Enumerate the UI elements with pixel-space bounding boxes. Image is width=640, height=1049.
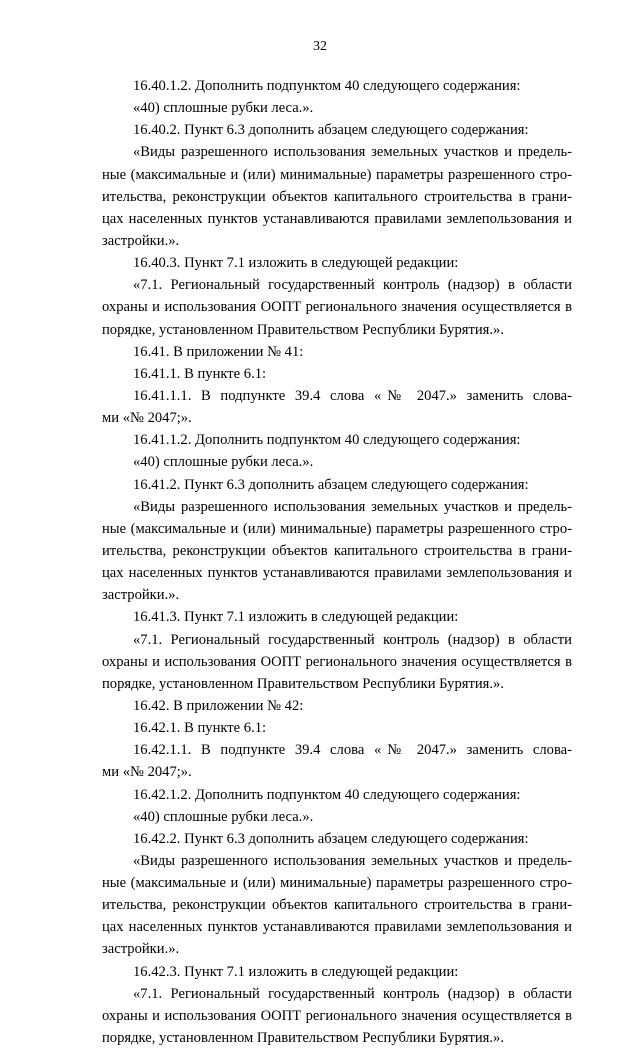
text-line: 16.42.2. Пункт 6.3 дополнить абзацем следующего содержания: (133, 830, 529, 847)
text-line: «40) сплошные рубки леса.». (133, 808, 314, 825)
text-line: застройки.». (102, 232, 180, 249)
text-line: 16.42. В приложении № 42: (133, 697, 304, 714)
text-line: 16.42.1.1. В подпункте 39.4 слова «№ 2047.» заменить слова- (133, 742, 572, 759)
text-line: «40) сплошные рубки леса.». (133, 454, 314, 471)
text-line: ительства, реконструкции объектов капитального строительства в грани- (102, 897, 572, 914)
page-number: 32 (313, 39, 327, 54)
text-line: цах населенных пунктов устанавливаются правилами землепользования и (102, 210, 572, 227)
text-line: 16.41.1.1. В подпункте 39.4 слова «№ 2047.» заменить слова- (133, 387, 572, 404)
text-line: 16.40.3. Пункт 7.1 изложить в следующей редакции: (133, 255, 459, 272)
text-line: ми «№ 2047;». (102, 410, 192, 427)
text-line: ми «№ 2047;». (102, 764, 192, 781)
text-line: цах населенных пунктов устанавливаются правилами землепользования и (102, 919, 572, 936)
text-line: застройки.». (102, 587, 180, 604)
text-line: «7.1. Региональный государственный контроль (надзор) в области (133, 277, 572, 294)
text-line: 16.42.1.2. Дополнить подпунктом 40 следующего содержания: (133, 786, 521, 803)
text-line: 16.41.1. В пункте 6.1: (133, 365, 267, 382)
text-line: ные (максимальные и (или) минимальные) параметры разрешенного стро- (102, 875, 572, 892)
text-line: охраны и использования ООПТ регионального значения осуществляется в (102, 1007, 572, 1024)
text-line: «Виды разрешенного использования земельных участков и предель- (133, 498, 572, 515)
text-line: 16.42.1. В пункте 6.1: (133, 720, 267, 737)
text-line: «7.1. Региональный государственный контроль (надзор) в области (133, 631, 572, 648)
text-line: ные (максимальные и (или) минимальные) параметры разрешенного стро- (102, 166, 572, 183)
text-line: 16.41.1.2. Дополнить подпунктом 40 следующего содержания: (133, 432, 521, 449)
text-line: цах населенных пунктов устанавливаются правилами землепользования и (102, 565, 572, 582)
text-line: порядке, установленном Правительством Республики Бурятия.». (102, 675, 504, 692)
text-line: охраны и использования ООПТ регионального значения осуществляется в (102, 299, 572, 316)
text-line: «7.1. Региональный государственный контроль (надзор) в области (133, 985, 572, 1002)
text-line: 16.41. В приложении № 41: (133, 343, 304, 360)
text-line: ительства, реконструкции объектов капитального строительства в грани- (102, 542, 572, 559)
text-line: 16.40.2. Пункт 6.3 дополнить абзацем следующего содержания: (133, 122, 529, 139)
text-line: ительства, реконструкции объектов капитального строительства в грани- (102, 188, 572, 205)
text-line: «40) сплошные рубки леса.». (133, 100, 314, 117)
text-line: ные (максимальные и (или) минимальные) параметры разрешенного стро- (102, 520, 572, 537)
text-line: 16.42.3. Пункт 7.1 изложить в следующей редакции: (133, 963, 459, 980)
text-line: застройки.». (102, 941, 180, 958)
text-line: 16.40.1.2. Дополнить подпунктом 40 следующего содержания: (133, 78, 521, 94)
text-line: «Виды разрешенного использования земельных участков и предель- (133, 144, 572, 161)
text-line: порядке, установленном Правительством Республики Бурятия.». (102, 321, 504, 338)
text-line: 16.41.3. Пункт 7.1 изложить в следующей редакции: (133, 609, 459, 626)
document-body (102, 75, 572, 1049)
text-line: «Виды разрешенного использования земельных участков и предель- (133, 852, 572, 869)
text-line: охраны и использования ООПТ регионального значения осуществляется в (102, 653, 572, 670)
text-line: порядке, установленном Правительством Республики Бурятия.». (102, 1030, 504, 1047)
text-line: 16.41.2. Пункт 6.3 дополнить абзацем следующего содержания: (133, 476, 529, 493)
